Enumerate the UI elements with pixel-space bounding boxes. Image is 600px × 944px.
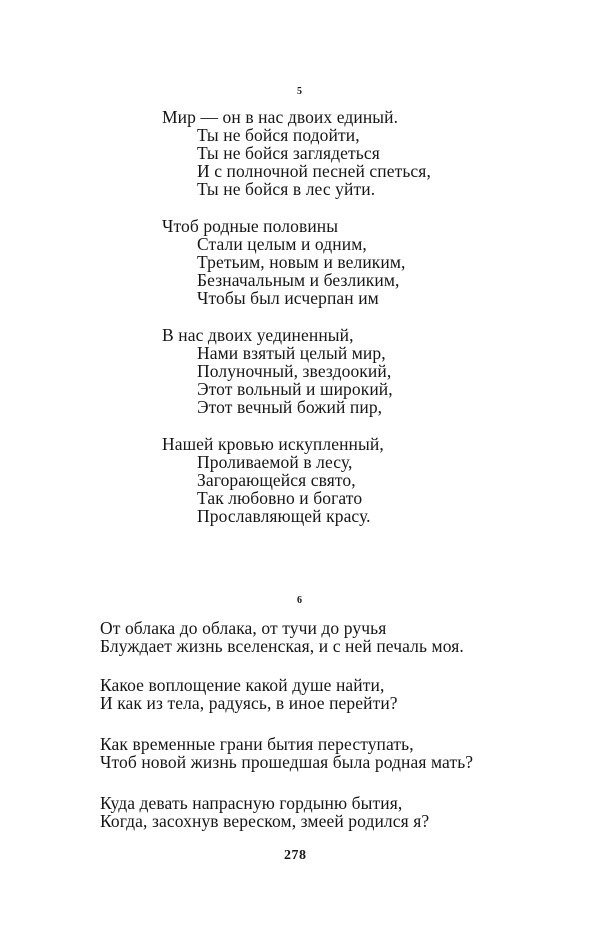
poem-6-line: Какое воплощение какой душе найти, <box>100 675 385 695</box>
poem-5-line: Стали целым и одним, <box>197 234 367 254</box>
poem-5-line: В нас двоих уединенный, <box>162 325 354 345</box>
poem-5-line: Полуночный, звездоокий, <box>197 361 392 381</box>
poem-6-line: От облака до облака, от тучи до ручья <box>100 618 387 638</box>
poem-6-line: Блуждает жизнь вселенская, и с ней печаль моя. <box>100 636 464 656</box>
poem-5-line: Чтобы был исчерпан им <box>197 288 379 308</box>
poem-5-line: Ты не бойся подойти, <box>197 125 360 145</box>
poem-5-line: Загорающейся свято, <box>197 470 356 490</box>
poem-6-line: Чтоб новой жизнь прошедшая была родная мать? <box>100 752 474 772</box>
poem-5-line: Этот вольный и широкий, <box>197 379 393 399</box>
poem-5-line: Третьим, новым и великим, <box>197 252 406 272</box>
poem-5-line: Мир — он в нас двоих единый. <box>162 107 399 127</box>
poem-5-line: Прославляющей красу. <box>197 506 371 526</box>
poem-5-line: Так любовно и богато <box>197 488 363 508</box>
poem-5-line: Нами взятый целый мир, <box>197 343 386 363</box>
poem-5-line: И с полночной песней спеться, <box>197 161 431 181</box>
poem-6-line: Когда, засохнув вереском, змеей родился я? <box>100 811 430 831</box>
poem-5-line: Безначальным и безликим, <box>197 270 400 290</box>
page-number: 278 <box>284 848 307 863</box>
poem-5-line: Нашей кровью искупленный, <box>162 434 384 454</box>
poem-5-line: Чтоб родные половины <box>162 216 339 236</box>
poem-6-line: И как из тела, радуясь, в иное перейти? <box>100 693 398 713</box>
poem-5-line: Ты не бойся в лес уйти. <box>197 179 376 199</box>
poem-6-line: Как временные грани бытия переступать, <box>100 734 414 754</box>
poem-6-number: 6 <box>297 595 302 606</box>
poem-5-line: Проливаемой в лесу, <box>197 452 353 472</box>
poem-6-line: Куда девать напрасную гордыню бытия, <box>100 793 403 813</box>
poem-5-line: Ты не бойся заглядеться <box>197 143 380 163</box>
poem-5-line: Этот вечный божий пир, <box>197 397 383 417</box>
poem-5-number: 5 <box>297 86 302 97</box>
